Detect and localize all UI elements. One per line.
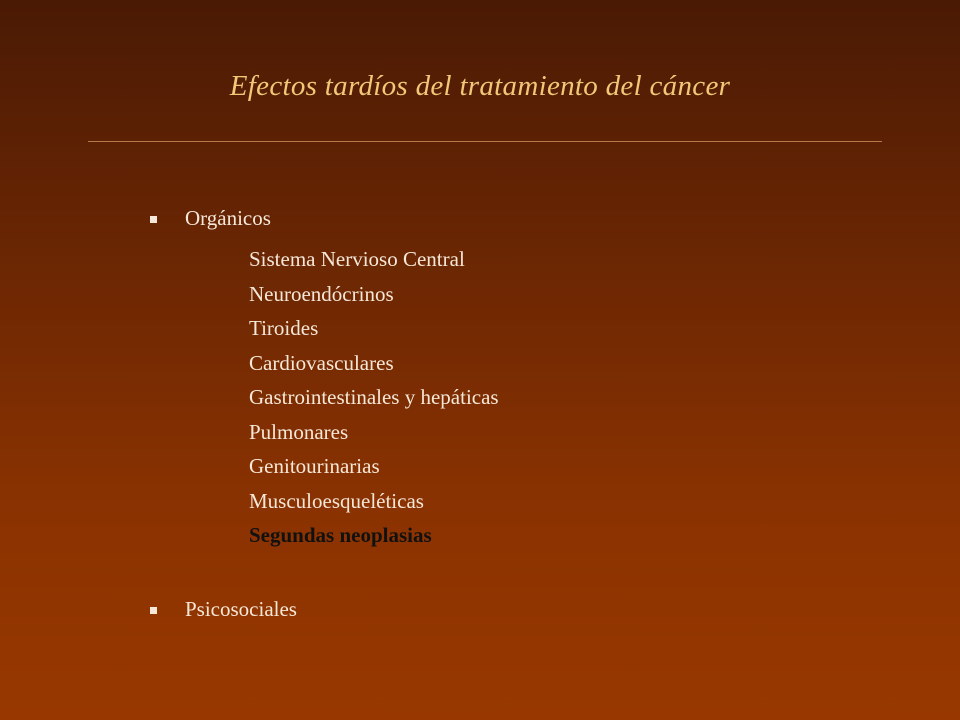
organicos-sublist [249, 242, 499, 553]
sublist-item: Sistema Nervioso Central [249, 247, 465, 271]
bullet-label: Psicosociales [185, 597, 297, 621]
sublist-item-highlighted: Segundas neoplasias [249, 523, 432, 547]
sublist-item: Cardiovasculares [249, 350, 394, 375]
bullet-psicosociales [150, 597, 297, 622]
bullet-organicos [150, 206, 271, 231]
title-divider [88, 141, 882, 142]
square-bullet-icon [150, 607, 157, 614]
square-bullet-icon [150, 216, 157, 223]
sublist-item: Musculoesqueléticas [249, 488, 424, 513]
slide-title: Efectos tardíos del tratamiento del cáncer [229, 70, 731, 102]
sublist-item: Gastrointestinales y hepáticas [249, 385, 499, 409]
sublist-item: Neuroendócrinos [249, 281, 394, 306]
bullet-label: Orgánicos [185, 206, 271, 230]
sublist-item: Tiroides [249, 316, 319, 340]
sublist-item: Genitourinarias [249, 454, 380, 478]
sublist-item: Pulmonares [249, 419, 349, 444]
